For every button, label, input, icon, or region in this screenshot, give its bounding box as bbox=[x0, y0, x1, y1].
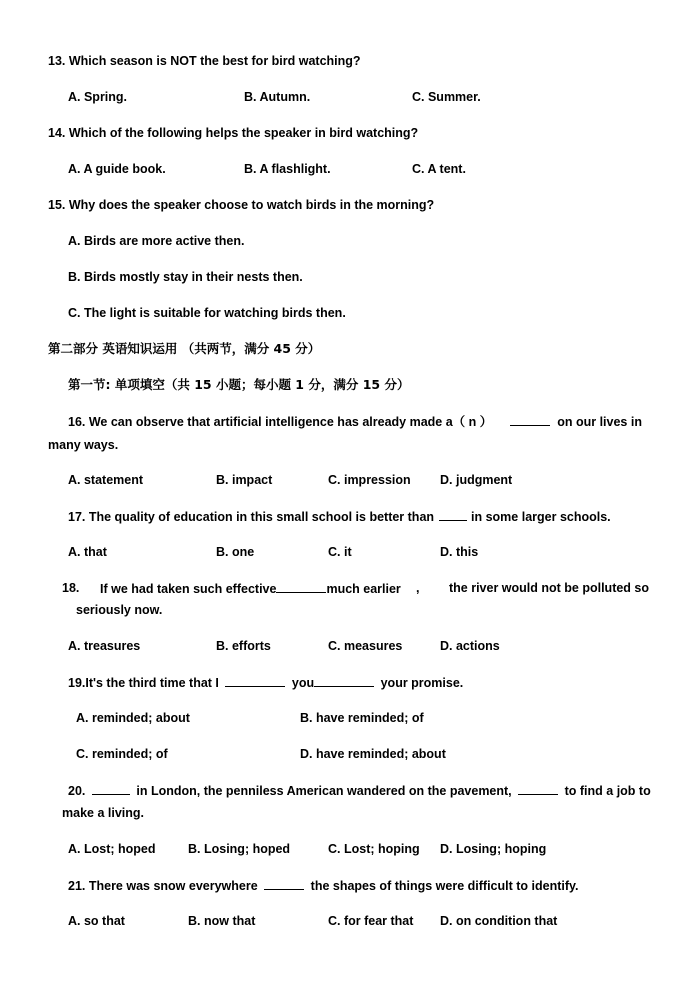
question-19-blank-2 bbox=[314, 674, 374, 687]
question-18-blank bbox=[276, 580, 326, 593]
question-13-option-c: C. Summer. bbox=[412, 90, 481, 104]
question-21-blank bbox=[264, 877, 304, 890]
part-2-heading: 第二部分 英语知识运用 （共两节，满分 45 分） bbox=[48, 341, 321, 356]
question-20-option-b: B. Losing; hoped bbox=[188, 842, 291, 856]
question-19-option-a: A. reminded; about bbox=[76, 711, 190, 725]
question-20-blank-1 bbox=[92, 782, 130, 795]
question-16-option-b: B. impact bbox=[216, 473, 273, 487]
question-21-stem-text: 21. There was snow everywhere bbox=[68, 879, 258, 893]
question-13-stem: 13. Which season is NOT the best for bird watching? bbox=[48, 54, 361, 68]
question-20-blank-2 bbox=[518, 782, 558, 795]
question-21-option-d: D. on condition that bbox=[440, 914, 558, 928]
question-20-stem-line1 bbox=[68, 782, 651, 799]
question-13-option-b: B. Autumn. bbox=[244, 90, 311, 104]
question-20-stem-tail: to find a job to bbox=[564, 784, 651, 798]
question-13-option-a: A. Spring. bbox=[68, 90, 128, 104]
question-17-option-c: C. it bbox=[328, 545, 352, 559]
question-15-option-a: A. Birds are more active then. bbox=[68, 234, 245, 248]
question-21-stem-tail: the shapes of things were difficult to identify. bbox=[310, 879, 579, 893]
question-17-blank bbox=[439, 508, 467, 521]
question-19-stem bbox=[68, 674, 463, 691]
question-20-option-d: D. Losing; hoping bbox=[440, 842, 547, 856]
question-18-number: 18. bbox=[62, 581, 80, 595]
question-21-option-c: C. for fear that bbox=[328, 914, 414, 928]
question-20-option-a: A. Lost; hoped bbox=[68, 842, 156, 856]
question-21-option-a: A. so that bbox=[68, 914, 125, 928]
question-20-option-c: C. Lost; hoping bbox=[328, 842, 420, 856]
question-21-stem bbox=[68, 877, 579, 894]
question-18-stem-mid: much earlier bbox=[326, 582, 401, 596]
question-18-stem-text: If we had taken such effective bbox=[100, 582, 277, 596]
question-18-option-d: D. actions bbox=[440, 639, 500, 653]
question-17-stem-text: 17. The quality of education in this small school is better than bbox=[68, 510, 435, 524]
question-14-option-a: A. A guide book. bbox=[68, 162, 166, 176]
question-16-stem-text: 16. We can observe that artificial intelligence has already made a（ n ） bbox=[68, 415, 493, 429]
question-20-stem-line2: make a living. bbox=[62, 806, 144, 820]
question-19-option-d: D. have reminded; about bbox=[300, 747, 446, 761]
question-19-option-b: B. have reminded; of bbox=[300, 711, 424, 725]
question-15-option-c: C. The light is suitable for watching birds then. bbox=[68, 306, 346, 320]
question-15-stem: 15. Why does the speaker choose to watch birds in the morning? bbox=[48, 198, 435, 212]
question-18-stem-line1 bbox=[100, 580, 401, 597]
question-14-stem: 14. Which of the following helps the speaker in bird watching? bbox=[48, 126, 419, 140]
section-1-heading: 第一节: 单项填空（共 15 小题；每小题 1 分，满分 15 分） bbox=[68, 377, 410, 392]
question-16-option-a: A. statement bbox=[68, 473, 144, 487]
question-16-stem-line2: many ways. bbox=[48, 438, 119, 452]
question-14-option-c: C. A tent. bbox=[412, 162, 466, 176]
question-19-stem-tail: your promise. bbox=[380, 676, 464, 690]
question-18-option-a: A. treasures bbox=[68, 639, 141, 653]
question-17-option-b: B. one bbox=[216, 545, 255, 559]
question-18-option-b: B. efforts bbox=[216, 639, 271, 653]
question-15-option-b: B. Birds mostly stay in their nests then. bbox=[68, 270, 303, 284]
question-16-stem-tail: on our lives in bbox=[557, 415, 642, 429]
question-21-option-b: B. now that bbox=[188, 914, 256, 928]
question-16-option-d: D. judgment bbox=[440, 473, 513, 487]
question-18-comma: , bbox=[416, 581, 420, 595]
question-16-option-c: C. impression bbox=[328, 473, 411, 487]
question-19-stem-mid: you bbox=[291, 676, 315, 690]
question-16-stem-line1 bbox=[68, 413, 642, 430]
question-18-option-c: C. measures bbox=[328, 639, 403, 653]
question-17-stem bbox=[68, 508, 611, 525]
question-20-number: 20. bbox=[68, 784, 86, 798]
question-18-stem-tail: the river would not be polluted so bbox=[449, 581, 650, 595]
question-14-option-b: B. A flashlight. bbox=[244, 162, 331, 176]
question-17-stem-tail: in some larger schools. bbox=[471, 510, 611, 524]
question-18-stem-line2: seriously now. bbox=[76, 603, 163, 617]
question-19-blank-1 bbox=[225, 674, 285, 687]
question-19-option-c: C. reminded; of bbox=[76, 747, 168, 761]
question-16-blank bbox=[510, 413, 550, 426]
question-17-option-a: A. that bbox=[68, 545, 107, 559]
question-20-stem-text: in London, the penniless American wandered on the pavement, bbox=[136, 784, 512, 798]
question-17-option-d: D. this bbox=[440, 545, 479, 559]
question-19-stem-text: 19.It's the third time that I bbox=[68, 676, 219, 690]
